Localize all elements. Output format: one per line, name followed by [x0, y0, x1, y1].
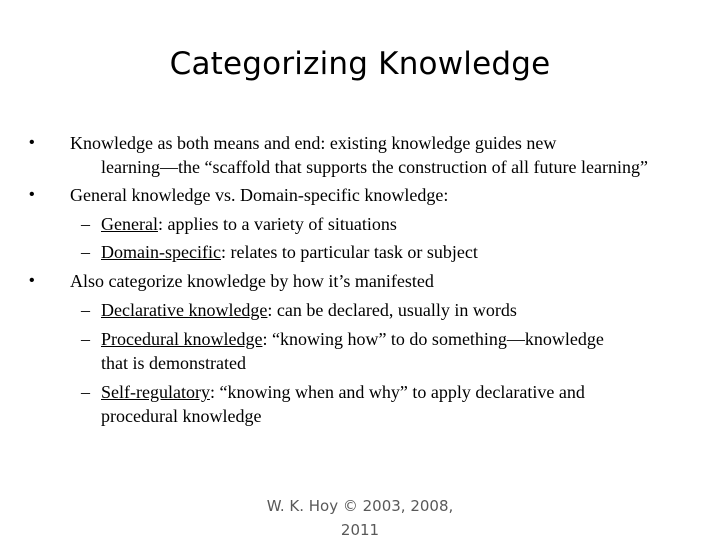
- sub-bullet-dash: –: [81, 242, 90, 262]
- bullet-1-line-1: Knowledge as both means and end: existing knowledge guides new: [70, 133, 557, 153]
- sub-item-general-text: : applies to a variety of situations: [157, 214, 397, 234]
- sub-bullet-dash: –: [81, 382, 90, 402]
- footer-line-2: 2011: [340, 521, 380, 539]
- sub-item-general: [101, 213, 397, 235]
- bullet-1-line-2: learning—the “scaffold that supports the construction of all future learning”: [101, 157, 648, 177]
- bullet-marker: •: [29, 134, 35, 151]
- sub-bullet-dash: –: [81, 214, 90, 234]
- sub-item-procedural-line-2: that is demonstrated: [101, 353, 246, 373]
- sub-item-domain-specific: [101, 241, 478, 263]
- slide-title: Categorizing Knowledge: [169, 46, 551, 82]
- bullet-marker: •: [29, 272, 35, 289]
- sub-bullet-dash: –: [81, 329, 90, 349]
- bullet-2-line-1: General knowledge vs. Domain-specific knowledge:: [70, 185, 449, 205]
- term-self-regulatory: Self-regulatory: [101, 382, 210, 402]
- copyright-footer: [0, 494, 720, 542]
- sub-item-domain-specific-text: : relates to particular task or subject: [220, 242, 478, 262]
- term-declarative: Declarative knowledge: [101, 300, 268, 320]
- sub-item-procedural-text: : “knowing how” to do something—knowledge: [262, 329, 604, 349]
- bullet-marker: •: [29, 186, 35, 203]
- sub-item-procedural: [101, 328, 604, 350]
- sub-item-declarative: [101, 299, 517, 321]
- sub-item-declarative-text: : can be declared, usually in words: [267, 300, 517, 320]
- term-domain-specific: Domain-specific: [101, 242, 221, 262]
- sub-item-self-regulatory-line-2: procedural knowledge: [101, 406, 262, 426]
- sub-bullet-dash: –: [81, 300, 90, 320]
- sub-item-self-regulatory-text: : “knowing when and why” to apply declarative and: [209, 382, 585, 402]
- bullet-3-line-1: Also categorize knowledge by how it’s manifested: [70, 271, 434, 291]
- term-general: General: [101, 214, 158, 234]
- footer-line-1: W. K. Hoy © 2003, 2008,: [266, 497, 454, 515]
- term-procedural: Procedural knowledge: [101, 329, 263, 349]
- sub-item-self-regulatory: [101, 381, 585, 403]
